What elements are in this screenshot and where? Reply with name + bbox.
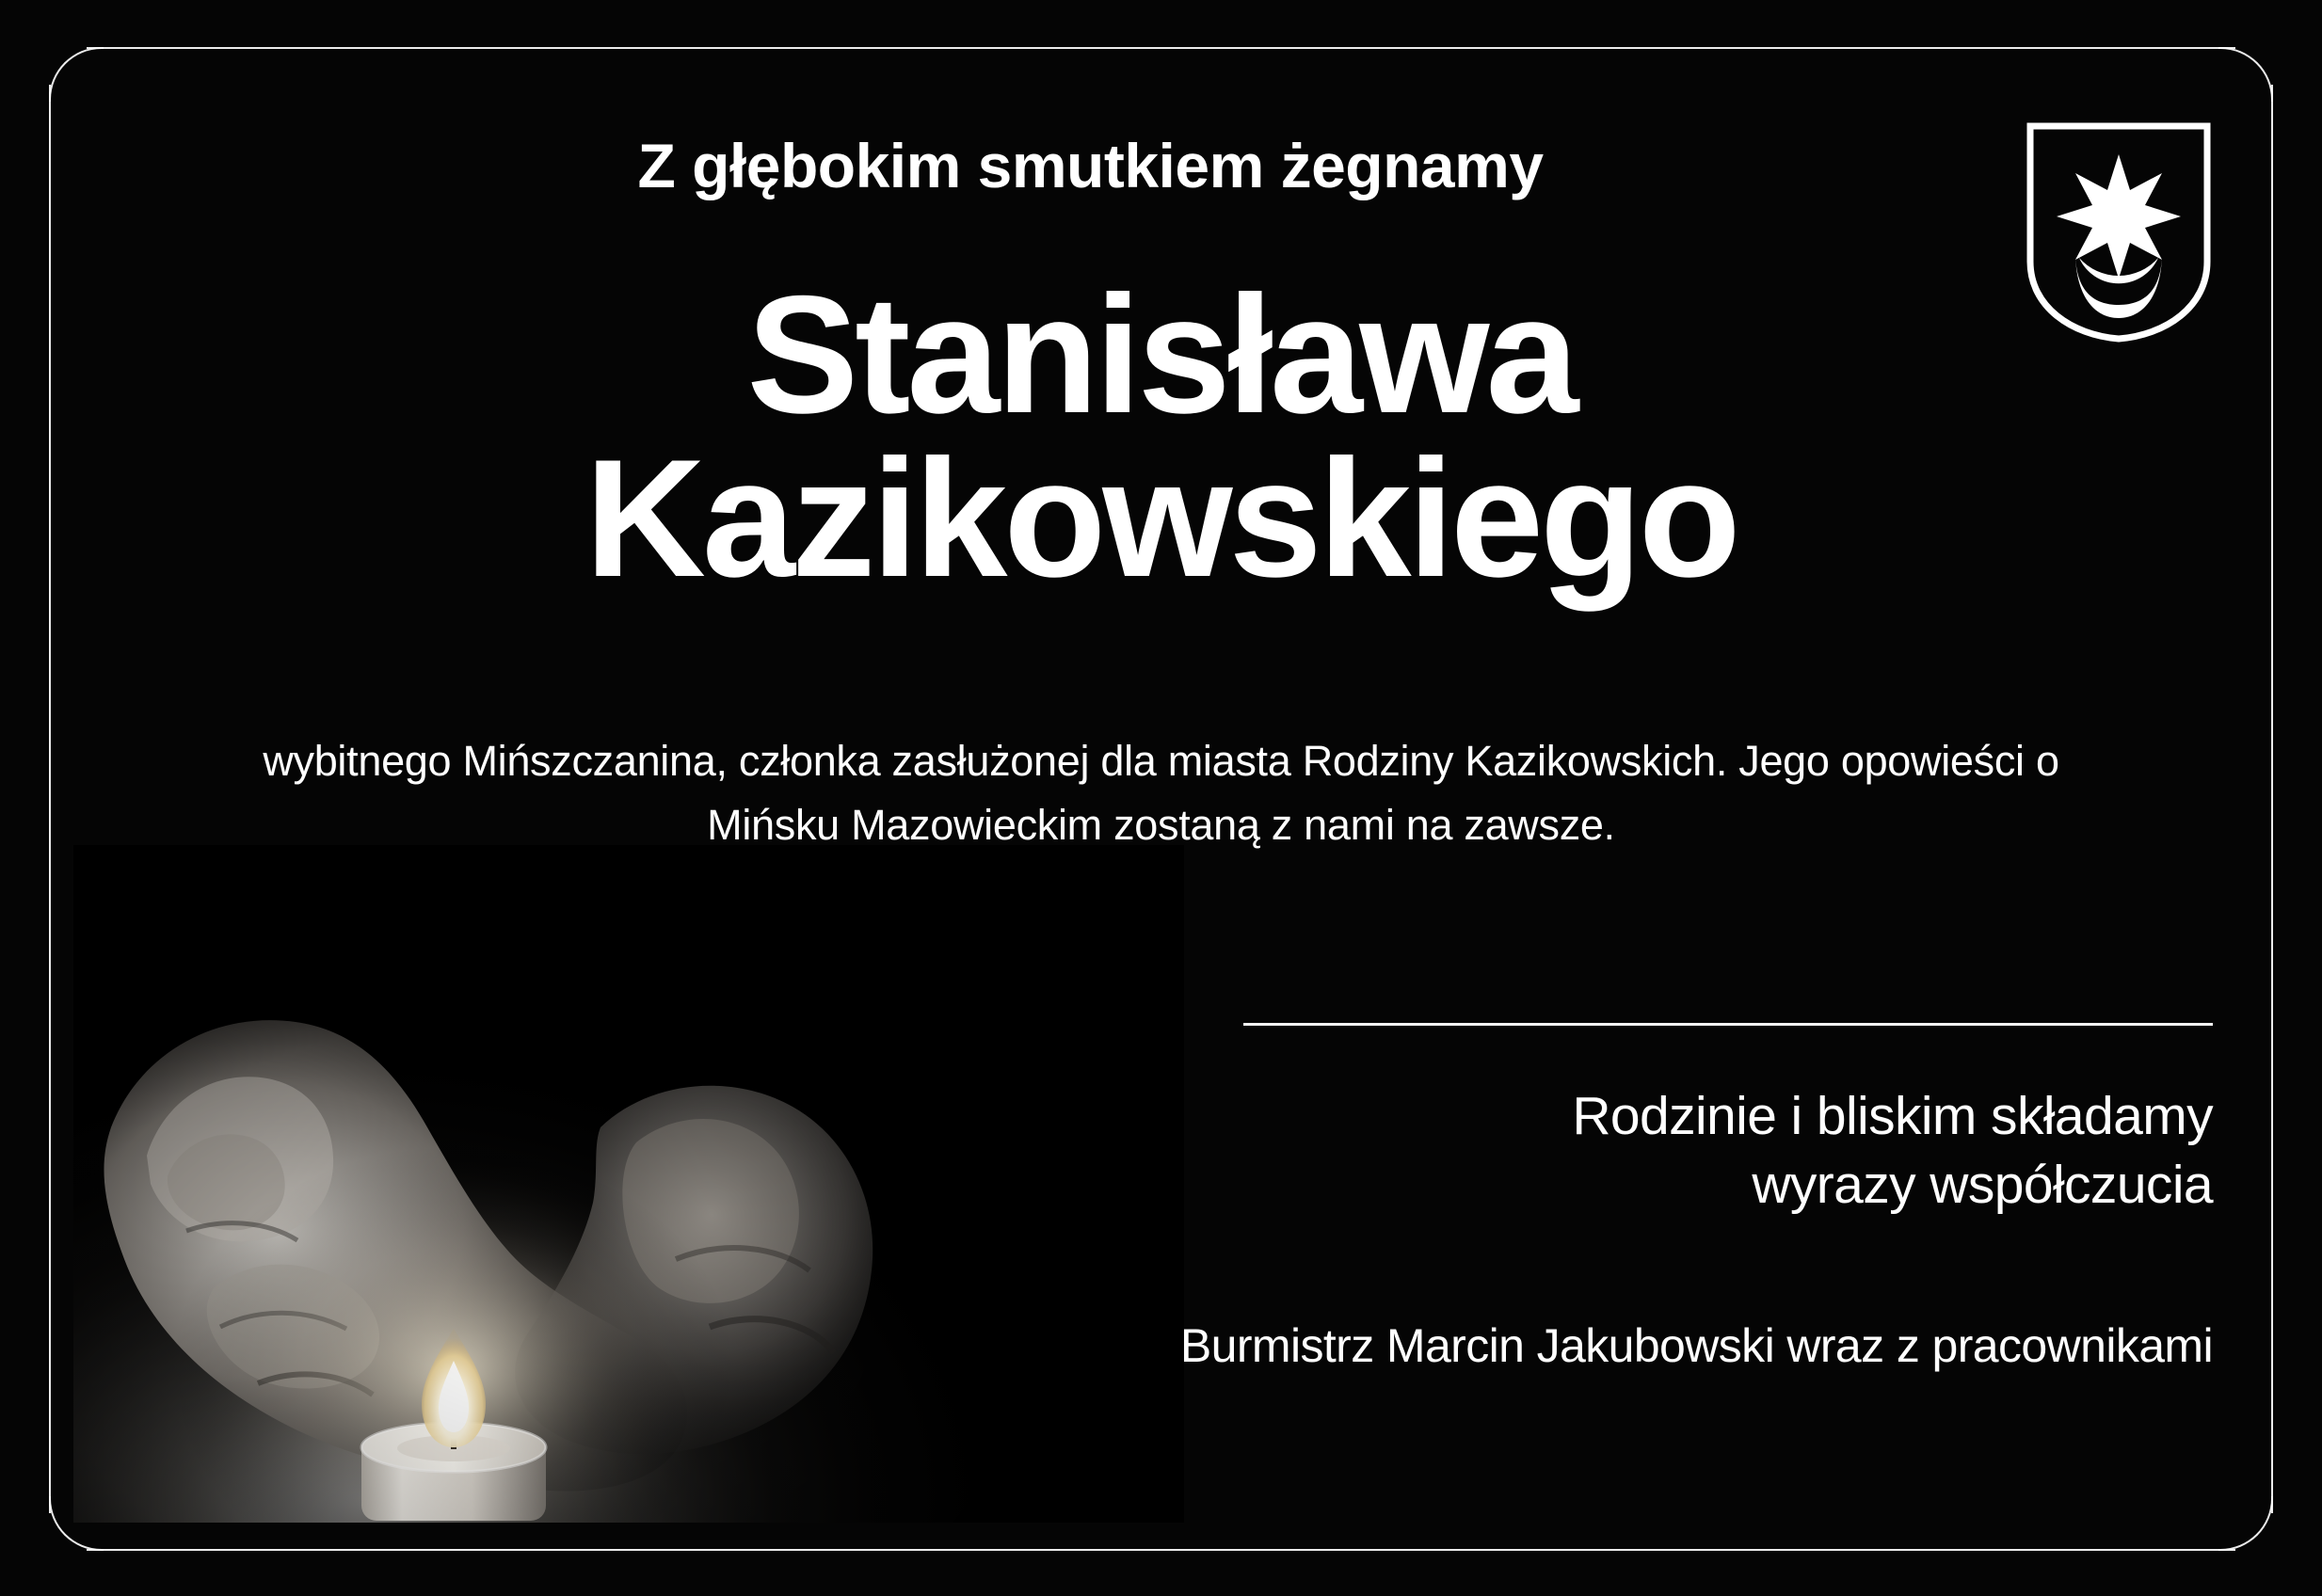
- condolence-line-2: wyrazy współczucia: [1752, 1154, 2213, 1215]
- notice-lead-line-3: zostaną z nami na zawsze.: [1113, 801, 1615, 850]
- notice-lead-line-1: wybitnego Mińszczanina, członka zasłużonej dla miasta: [263, 737, 1291, 785]
- notice-lead-line-2: Rodziny Kazikowskich. Jego opowieści o Mińsku Mazowieckim: [707, 737, 2059, 850]
- horizontal-divider: [1243, 1023, 2213, 1026]
- notice-lead-text: [235, 729, 2087, 858]
- deceased-name: [113, 261, 2209, 613]
- coat-of-arms-icon: [2025, 120, 2213, 344]
- signature-text: Burmistrz Marcin Jakubowski wraz z pracownikami: [1179, 1319, 2213, 1372]
- deceased-name-line-1: Stanisława: [746, 261, 1576, 448]
- condolence-text: [1243, 1082, 2213, 1220]
- deceased-name-line-2: Kazikowskiego: [585, 424, 1737, 613]
- notice-eyebrow: Z głębokim smutkiem żegnamy: [637, 131, 1544, 200]
- condolence-line-1: Rodzinie i bliskim składamy: [1572, 1086, 2213, 1146]
